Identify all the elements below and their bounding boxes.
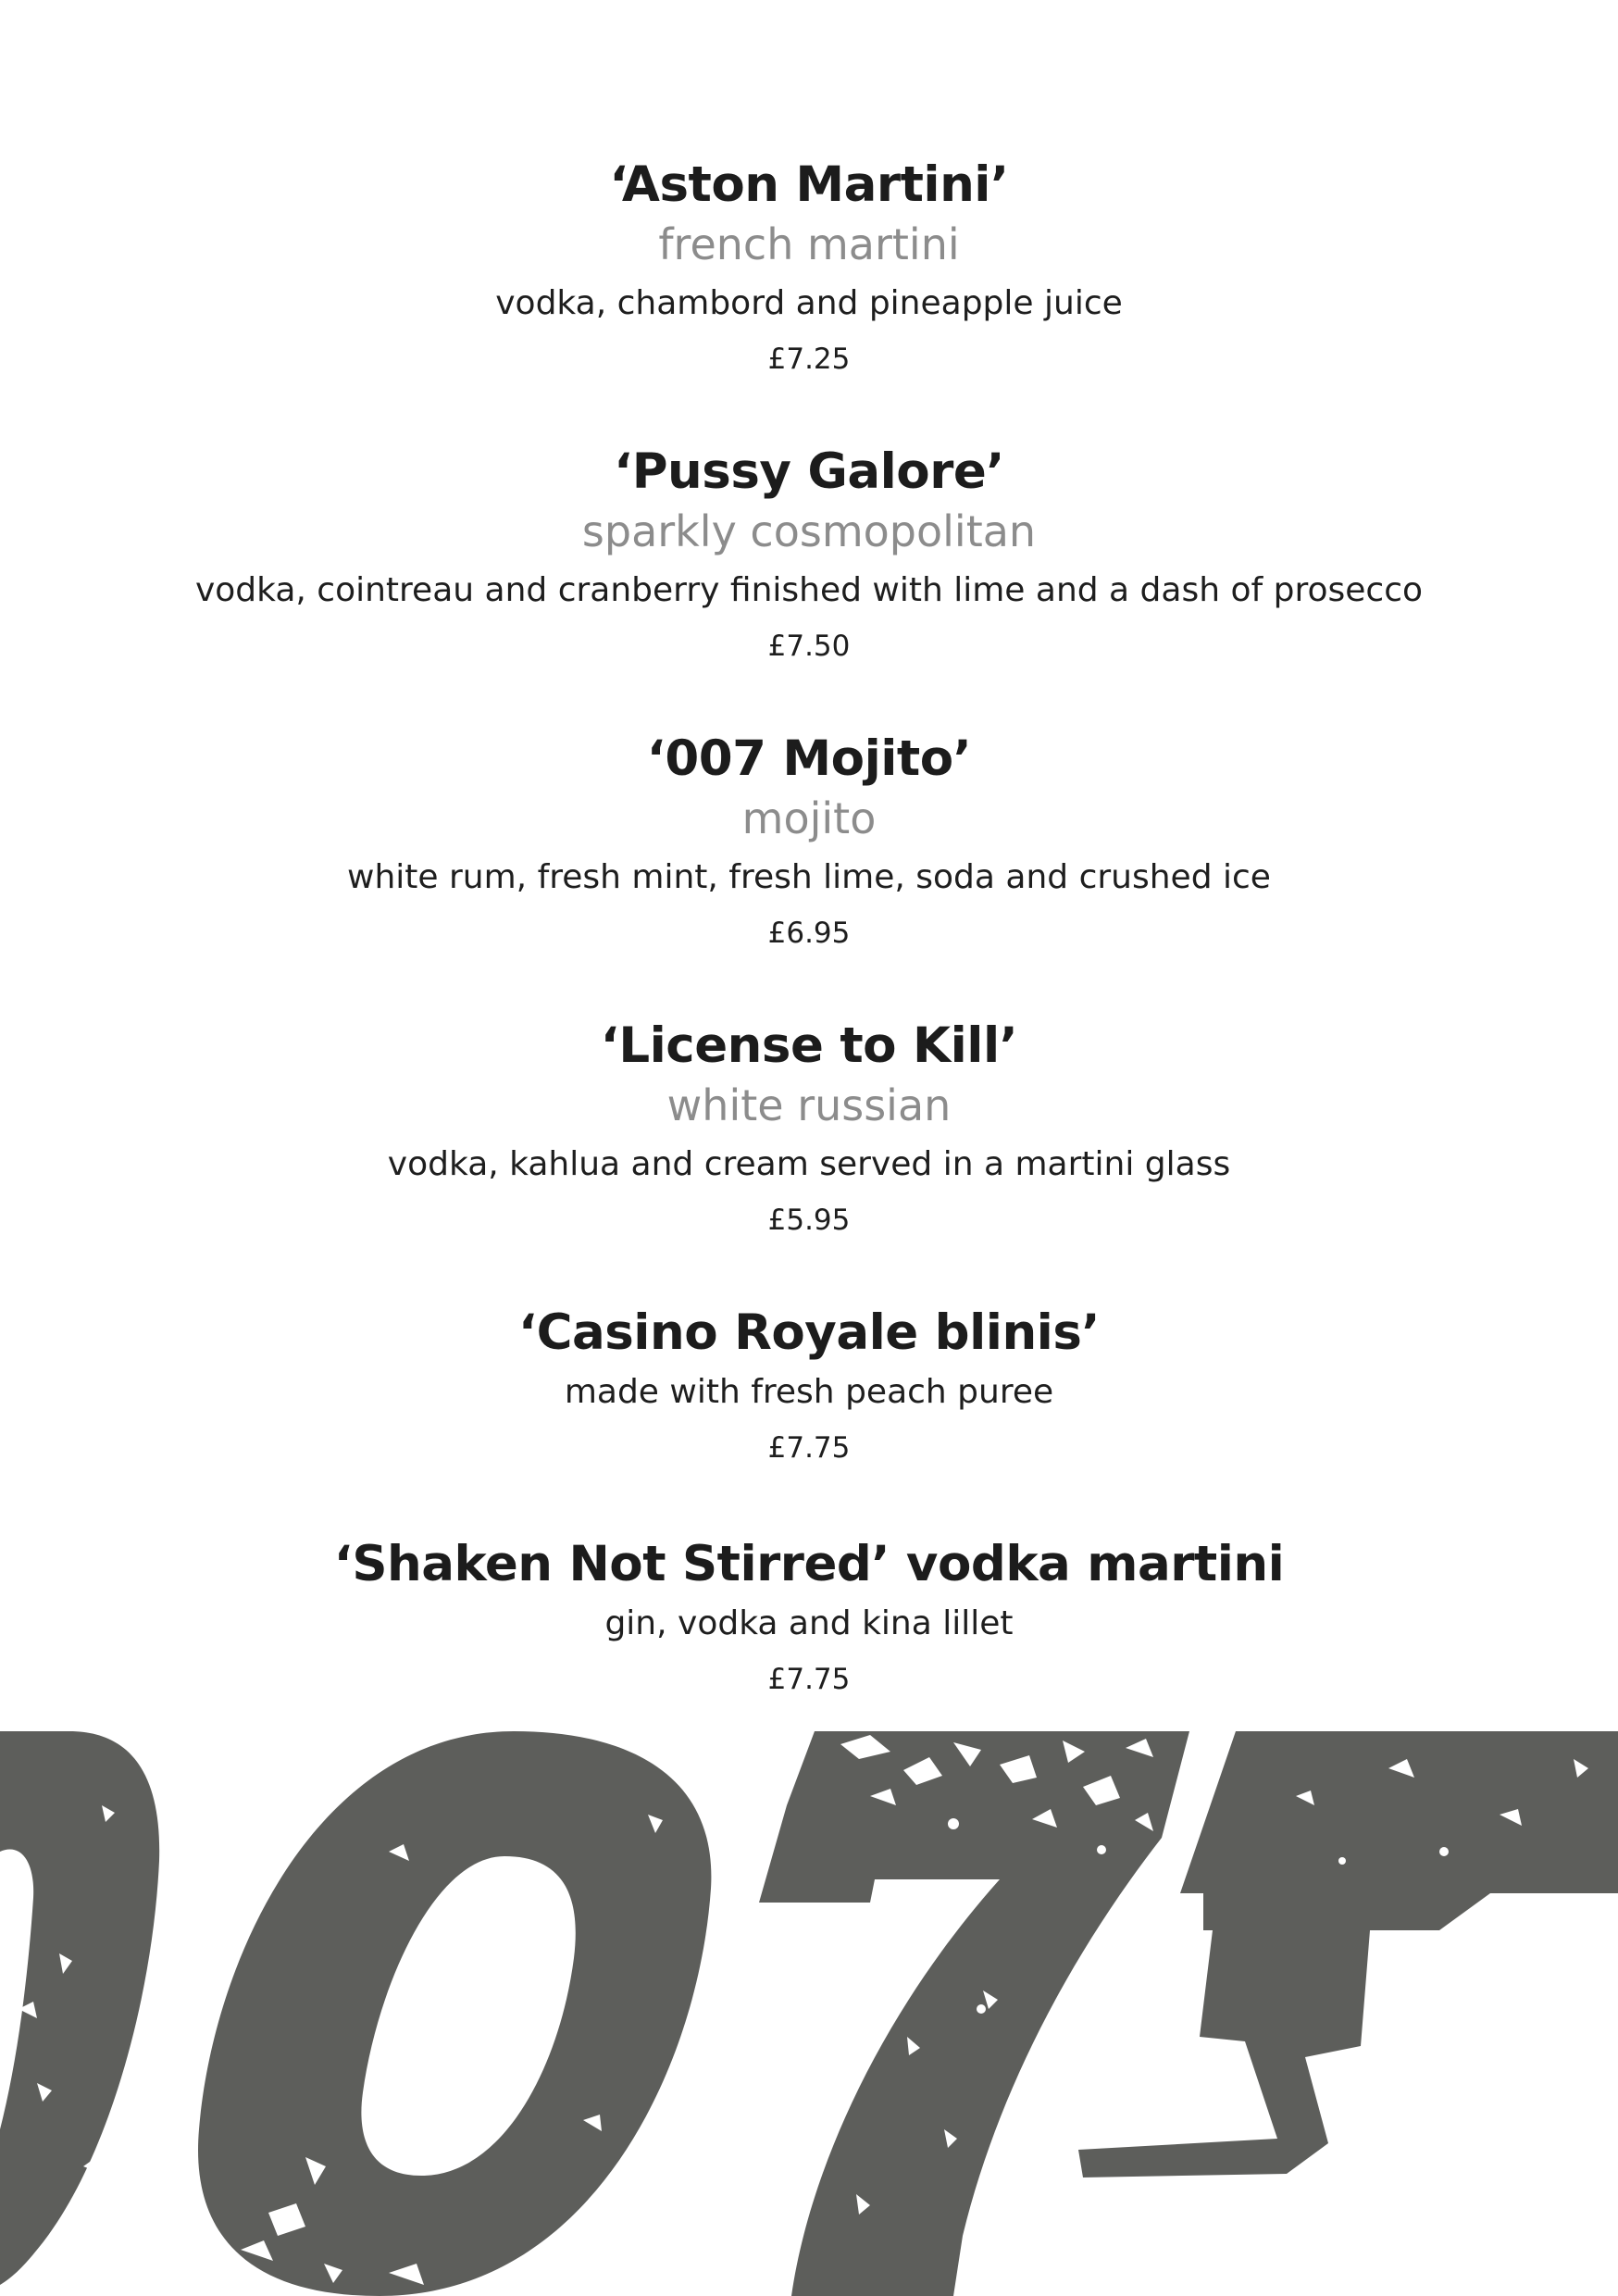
007-gun-logo-icon xyxy=(0,1731,1618,2296)
menu-item-description: made with fresh peach puree xyxy=(564,1373,1054,1411)
menu-item-description: white rum, fresh mint, fresh lime, soda and crushed ice xyxy=(347,858,1271,896)
menu-item-subtitle: french martini xyxy=(658,219,960,269)
menu-item-price: £6.95 xyxy=(767,917,851,950)
menu-item-007-mojito xyxy=(0,730,1618,959)
menu-item-price: £7.75 xyxy=(767,1663,851,1696)
menu-item-shaken-not-stirred xyxy=(0,1535,1618,1705)
menu-item-description: vodka, kahlua and cream served in a martini glass xyxy=(387,1145,1231,1183)
menu-item-license-to-kill xyxy=(0,1017,1618,1246)
menu-item-price: £5.95 xyxy=(767,1204,851,1237)
menu-item-pussy-galore xyxy=(0,443,1618,672)
menu-item-name: ‘Casino Royale blinis’ xyxy=(517,1304,1101,1361)
menu-item-aston-martini xyxy=(0,156,1618,385)
menu-item-price: £7.75 xyxy=(767,1431,851,1465)
menu-item-name: ‘Pussy Galore’ xyxy=(614,443,1004,500)
menu-item-name: ‘License to Kill’ xyxy=(600,1017,1018,1074)
menu-item-price: £7.50 xyxy=(767,630,851,663)
menu-item-subtitle: mojito xyxy=(741,793,877,843)
menu-item-name: ‘007 Mojito’ xyxy=(646,730,972,787)
menu-item-description: vodka, chambord and pineapple juice xyxy=(495,284,1123,322)
menu-item-price: £7.25 xyxy=(767,343,851,376)
menu-item-name: ‘Aston Martini’ xyxy=(609,156,1009,213)
menu-item-name: ‘Shaken Not Stirred’ vodka martini xyxy=(333,1536,1285,1592)
menu-item-subtitle: sparkly cosmopolitan xyxy=(581,506,1037,556)
menu-item-description: gin, vodka and kina lillet xyxy=(604,1604,1014,1642)
menu-item-description: vodka, cointreau and cranberry finished with lime and a dash of prosecco xyxy=(194,571,1424,609)
menu-item-subtitle: white russian xyxy=(666,1080,952,1130)
menu-item-casino-royale-blinis xyxy=(0,1304,1618,1474)
